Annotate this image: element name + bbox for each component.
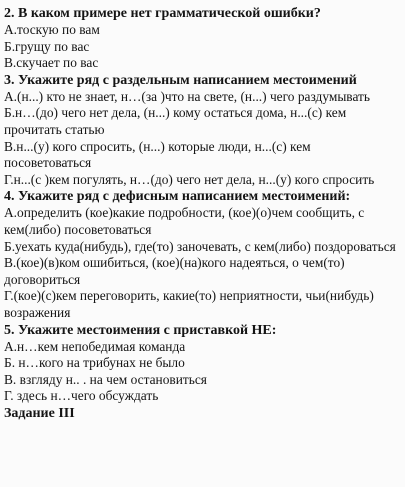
answer-option: Б.н…(до) чего нет дела, (н...) кому остаться дома, н...(с) кем прочитать статью xyxy=(4,105,347,137)
answer-option: А.определить (кое)какие подробности, (кое)(о)чем сообщить, с кем(либо) посоветоваться xyxy=(4,205,365,237)
question-title: 5. Укажите местоимения с приставкой НЕ: xyxy=(4,322,277,338)
answer-option: Г.н...(с )кем погулять, н…(до) чего нет дела, н...(у) кого спросить xyxy=(4,171,375,187)
answer-option: В.скучает по вас xyxy=(4,55,99,71)
answer-option: Б.уехать куда(нибудь), где(то) заночевать, с кем(либо) поздороваться xyxy=(4,238,396,254)
answer-option: В. взгляду н.. . на чем остановиться xyxy=(4,371,207,387)
answer-option: А.н…кем непобедимая команда xyxy=(4,338,186,354)
section-title: Задание III xyxy=(4,405,75,421)
answer-option: Г. здесь н…чего обсуждать xyxy=(4,388,159,404)
answer-option: Б.грущу по вас xyxy=(4,38,90,54)
question-title: 2. В каком примере нет грамматической ошибки? xyxy=(4,6,321,21)
answer-option: В.н...(у) кого спросить, (н...) которые люди, н...(с) кем посоветоваться xyxy=(4,138,311,171)
question-title: 4. Укажите ряд с дефисным написанием местоимений: xyxy=(4,189,351,205)
question-2 xyxy=(4,5,401,72)
answer-option: В.(кое)(в)ком ошибиться, (кое)(на)кого надеяться, о чем(то) договориться xyxy=(4,255,345,287)
answer-option: Г.(кое)(с)кем переговорить, какие(то) неприятности, чьи(нибудь) возражения xyxy=(4,288,374,320)
question-title: 3. Укажите ряд с раздельным написанием местоимений xyxy=(4,72,357,88)
answer-option: Б. н…кого на трибунах не было xyxy=(4,355,185,371)
answer-option: А.тоскую по вам xyxy=(4,22,100,37)
question-4 xyxy=(4,188,401,321)
question-3 xyxy=(4,72,401,189)
question-5 xyxy=(4,322,401,405)
answer-option: А.(н...) кто не знает, н…(за )что на свете, (н...) чего раздумывать xyxy=(4,88,371,104)
